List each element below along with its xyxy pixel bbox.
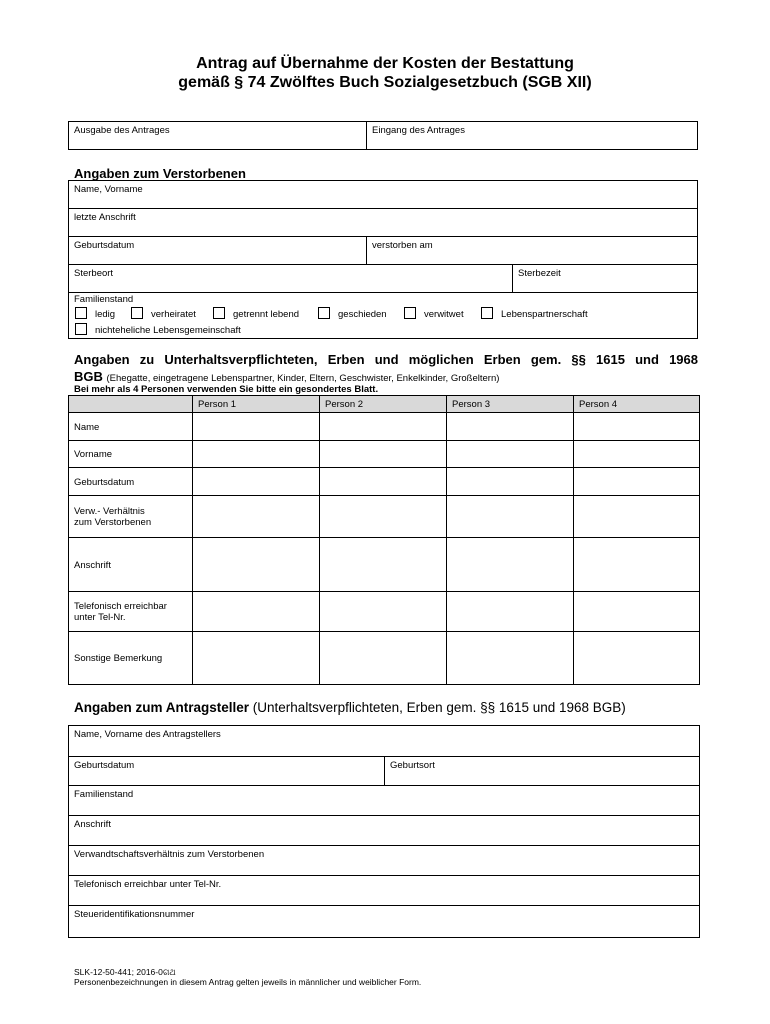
death-time-field[interactable] (513, 265, 697, 293)
table-cell-person4[interactable] (574, 468, 699, 496)
table-cell-person2[interactable] (320, 441, 447, 468)
row-label-text: Vorname (74, 449, 113, 460)
table-cell-person2[interactable] (320, 592, 447, 632)
checkbox-getrennt-lebend[interactable] (213, 307, 225, 319)
checkbox-lebenspartnerschaft[interactable] (481, 307, 493, 319)
applicant-birthplace-label: Geburtsort (390, 760, 435, 771)
row-label-text: Telefonisch erreichbar unter Tel-Nr. (74, 601, 167, 623)
heirs-heading: Angaben zu Unterhaltsverpflichteten, Erben und möglichen Erben gem. §§ 1615 und 1968 (74, 352, 698, 367)
deceased-name-label: Name, Vorname (74, 184, 143, 195)
eingang-field[interactable] (367, 122, 697, 149)
death-place-label: Sterbeort (74, 268, 114, 279)
applicant-marital-label: Familienstand (74, 789, 134, 800)
applicant-birthplace-field[interactable] (385, 757, 699, 786)
table-cell-person3[interactable] (447, 468, 574, 496)
table-cell-person3[interactable] (447, 441, 574, 468)
deceased-birthdate-label: Geburtsdatum (74, 240, 135, 251)
more-persons-note: Bei mehr als 4 Personen verwenden Sie bitte ein gesondertes Blatt. (74, 384, 379, 395)
table-cell-person2[interactable] (320, 468, 447, 496)
eingang-label: Eingang des Antrages (372, 125, 465, 136)
footer-code-text: SLK-12-50-441; 2016-0 (74, 967, 163, 977)
applicant-heading-normal: (Unterhaltsverpflichteten, Erben gem. §§ 1615 und 1968 BGB) (252, 700, 626, 715)
form-title-line2: gemäß § 74 Zwölftes Buch Sozialgesetzbuch (SGB XII) (178, 74, 592, 91)
table-cell-person1[interactable] (193, 592, 320, 632)
table-header-person3 (447, 396, 574, 413)
applicant-phone-label: Telefonisch erreichbar unter Tel-Nr. (74, 879, 222, 890)
form-title-line1: Antrag auf Übernahme der Kosten der Bestattung (196, 55, 574, 72)
applicant-phone-field[interactable] (69, 876, 699, 906)
applicant-heading-bold: Angaben zum Antragsteller (74, 700, 250, 715)
deceased-address-field[interactable] (69, 209, 697, 237)
table-cell-person2[interactable] (320, 496, 447, 538)
table-row-label (69, 496, 193, 538)
applicant-name-field[interactable] (69, 726, 699, 757)
table-cell-person3[interactable] (447, 592, 574, 632)
option-geschieden-label: geschieden (338, 309, 387, 320)
checkbox-verwitwet[interactable] (404, 307, 416, 319)
table-row-label (69, 632, 193, 684)
death-time-label: Sterbezeit (518, 268, 561, 279)
deceased-heading: Angaben zum Verstorbenen (74, 166, 246, 181)
table-cell-person2[interactable] (320, 413, 447, 441)
table-cell-person1[interactable] (193, 413, 320, 441)
checkbox-verheiratet[interactable] (131, 307, 143, 319)
applicant-birthdate-field[interactable] (69, 757, 385, 786)
table-cell-person4[interactable] (574, 592, 699, 632)
ausgabe-label: Ausgabe des Antrages (74, 125, 170, 136)
option-verheiratet-label: verheiratet (151, 309, 196, 320)
option-getrennt-lebend-label: getrennt lebend (233, 309, 300, 320)
checkbox-nichteheliche[interactable] (75, 323, 87, 335)
footer-code: SLK-12-50-441; 2016-0ଗଥ (74, 967, 176, 977)
option-nichteheliche-label: nichteheliche Lebensgemeinschaft (95, 325, 241, 336)
footer-note: Personenbezeichnungen in diesem Antrag gelten jeweils in männlicher und weiblicher Form. (74, 977, 422, 987)
table-cell-person2[interactable] (320, 632, 447, 684)
applicant-birthdate-label: Geburtsdatum (74, 760, 135, 771)
deceased-address-label: letzte Anschrift (74, 212, 136, 223)
applicant-marital-field[interactable] (69, 786, 699, 816)
table-cell-person4[interactable] (574, 538, 699, 592)
deceased-died-on-label: verstorben am (372, 240, 433, 251)
table-row-label (69, 538, 193, 592)
death-place-field[interactable] (69, 265, 513, 293)
row-label-text: Sonstige Bemerkung (74, 653, 163, 664)
option-verwitwet-label: verwitwet (424, 309, 464, 320)
table-cell-person3[interactable] (447, 632, 574, 684)
deceased-name-field[interactable] (69, 181, 697, 209)
applicant-heading (74, 700, 626, 715)
deceased-birthdate-field[interactable] (69, 237, 367, 265)
table-cell-person2[interactable] (320, 538, 447, 592)
applicant-name-label: Name, Vorname des Antragstellers (74, 729, 221, 740)
table-cell-person4[interactable] (574, 441, 699, 468)
top-fields-box (68, 121, 698, 150)
heirs-heading-note: (Ehegatte, eingetragene Lebenspartner, Kinder, Eltern, Geschwister, Enkelkinder, Großeltern) (106, 373, 500, 384)
table-cell-person4[interactable] (574, 496, 699, 538)
table-cell-person1[interactable] (193, 468, 320, 496)
applicant-address-field[interactable] (69, 816, 699, 846)
row-label-text: Geburtsdatum (74, 477, 135, 488)
person2-label: Person 2 (325, 399, 364, 410)
applicant-taxid-field[interactable] (69, 906, 699, 937)
table-cell-person1[interactable] (193, 441, 320, 468)
heirs-heading-bgb: BGB (74, 369, 103, 384)
table-row-label (69, 441, 193, 468)
table-cell-person3[interactable] (447, 538, 574, 592)
row-label-text: Name (74, 422, 100, 433)
table-row-label (69, 413, 193, 441)
checkbox-ledig[interactable] (75, 307, 87, 319)
applicant-relation-label: Verwandtschaftsverhältnis zum Verstorbenen (74, 849, 265, 860)
option-lebenspartnerschaft-label: Lebenspartnerschaft (501, 309, 588, 320)
table-header-person2 (320, 396, 447, 413)
row-label-text: Verw.- Verhältnis zum Verstorbenen (74, 506, 152, 528)
option-ledig-label: ledig (95, 309, 116, 320)
person1-label: Person 1 (198, 399, 237, 410)
table-header-empty (69, 396, 193, 413)
table-header-person1 (193, 396, 320, 413)
table-header-person4 (574, 396, 699, 413)
heirs-table (68, 395, 700, 685)
table-row-label (69, 468, 193, 496)
table-cell-person3[interactable] (447, 413, 574, 441)
person4-label: Person 4 (579, 399, 618, 410)
applicant-box (68, 725, 700, 938)
row-label-text: Anschrift (74, 560, 111, 571)
checkbox-geschieden[interactable] (318, 307, 330, 319)
table-cell-person4[interactable] (574, 632, 699, 684)
marital-status-label: Familienstand (74, 294, 134, 305)
table-cell-person1[interactable] (193, 496, 320, 538)
table-cell-person4[interactable] (574, 413, 699, 441)
table-row-label (69, 592, 193, 632)
table-cell-person1[interactable] (193, 632, 320, 684)
deceased-died-on-field[interactable] (367, 237, 697, 265)
applicant-address-label: Anschrift (74, 819, 111, 830)
applicant-taxid-label: Steueridentifikationsnummer (74, 909, 195, 920)
applicant-relation-field[interactable] (69, 846, 699, 876)
ausgabe-field[interactable] (69, 122, 367, 149)
person3-label: Person 3 (452, 399, 491, 410)
table-cell-person1[interactable] (193, 538, 320, 592)
table-cell-person3[interactable] (447, 496, 574, 538)
